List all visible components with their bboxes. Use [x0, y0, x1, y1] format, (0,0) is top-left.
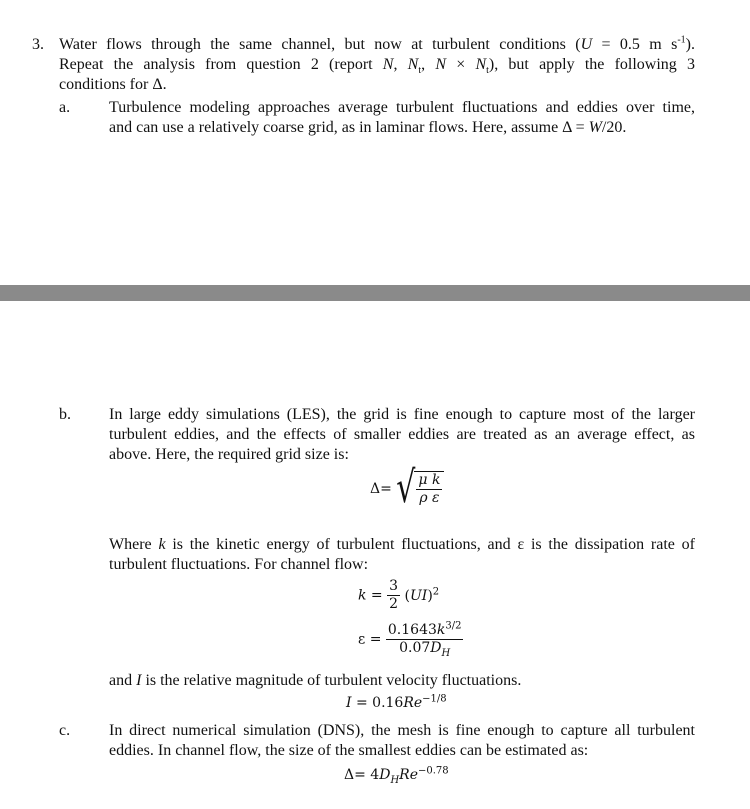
item-a-line-1: Turbulence modeling approaches average turbulent fluctuations and eddies over time, [109, 99, 695, 116]
question-line-3: conditions for Δ. [59, 76, 167, 93]
item-c-label: c. [59, 722, 71, 739]
item-a-line-2: and can use a relatively coarse grid, as in laminar flows. Here, assume Δ = W/20. [109, 119, 627, 136]
k-equation: k = $\frac{3}{2}$ (UI)$^2$ [358, 578, 440, 612]
item-b-line-3: above. Here, the required grid size is: [109, 446, 349, 463]
item-b-where-line-1: Where k is the kinetic energy of turbulent fluctuations, and ε is the dissipation rate of [109, 536, 696, 553]
item-b-label: b. [59, 406, 71, 423]
page-break-separator [0, 285, 750, 301]
question-number: 3. [32, 36, 44, 53]
item-c-line-2: eddies. In channel flow, the size of the smallest eddies can be estimated as: [109, 742, 589, 759]
les-delta-equation: Δ= √ $\frac{\text{μ k}}{\text{ρ ε}}$ [370, 471, 444, 507]
turbulence-intensity-equation: $I = 0.16Re^{-1/8}$ [346, 693, 447, 711]
dns-delta-equation: $\Delta= 4D_HRe^{-0.78}$ [344, 765, 449, 786]
item-b-and-line: and I is the relative magnitude of turbulent velocity fluctuations. [109, 672, 522, 689]
item-b-where-line-2: turbulent fluctuations. For channel flow: [109, 556, 369, 573]
epsilon-equation: ε = $\frac{0.1643k^{3/2}}{0.07D_H}$ [358, 620, 462, 659]
question-line-1: Water flows through the same channel, but now at turbulent conditions (U = 0.5 m $s^{-1}$). [59, 34, 695, 53]
item-b-line-2: turbulent eddies, and the effects of smaller eddies are treated as an average effect, as [109, 426, 695, 443]
question-line-2: Repeat the analysis from question 2 (report N, $N_t$, $N \times N_t$), but apply the following 3 [59, 56, 695, 77]
item-b-line-1: In large eddy simulations (LES), the grid is fine enough to capture most of the larger [109, 406, 695, 423]
item-a-label: a. [59, 99, 71, 116]
item-c-line-1: In direct numerical simulation (DNS), the mesh is fine enough to capture all turbulent [109, 722, 695, 739]
